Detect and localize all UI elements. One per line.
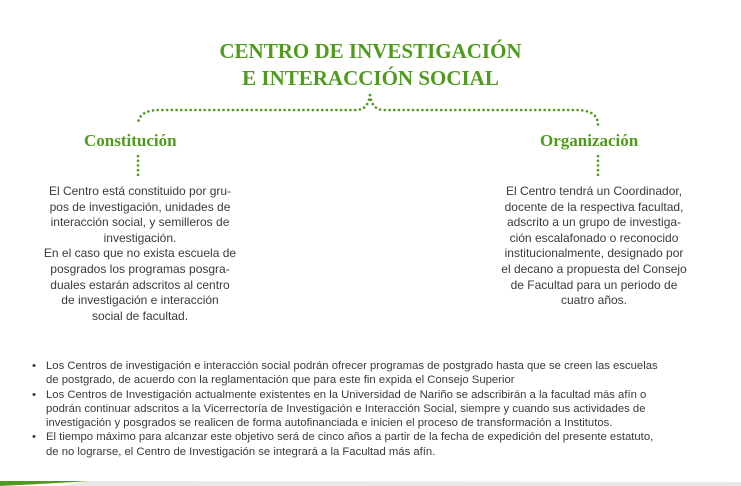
text-line: ción escalafonado o reconocido bbox=[509, 230, 679, 245]
text-line: docente de la respectiva facultad, bbox=[504, 199, 684, 214]
notes-list bbox=[32, 359, 722, 459]
note-line: • Los Centros de Investigación actualmente existentes en la Universidad de Nariño se adscribirán a la facultad más afín o bbox=[46, 388, 647, 401]
note-line: • El tiempo máximo para alcanzar este objetivo será de cinco años a partir de la fecha de expedición del presente estatuto, bbox=[46, 431, 654, 444]
text-line: duales estarán adscritos al centro bbox=[50, 277, 230, 292]
organizacion-text bbox=[474, 184, 714, 309]
brace-right-arm bbox=[370, 95, 598, 125]
note-item bbox=[32, 359, 722, 388]
text-line: institucionalmente, designado por bbox=[504, 246, 684, 261]
brace-connector bbox=[0, 0, 741, 190]
constitucion-text bbox=[20, 184, 260, 324]
text-line: El Centro tendrá un Coordinador, bbox=[505, 184, 683, 198]
constitucion-heading: Constitución bbox=[84, 131, 177, 150]
text-line: el decano a propuesta del Consejo bbox=[501, 261, 687, 276]
footer-swoosh bbox=[0, 478, 741, 486]
note-item bbox=[32, 388, 722, 431]
brace-left-arm bbox=[138, 95, 370, 125]
note-line: • Los Centros de investigación e interacción social podrán ofrecer programas de postgrado hasta que se creen las escuelas bbox=[46, 360, 658, 372]
text-line: posgrados los programas posgra- bbox=[50, 261, 230, 276]
text-line: cuatro años. bbox=[560, 293, 628, 308]
text-line: adscrito a un grupo de investiga- bbox=[506, 215, 682, 230]
note-line: podrán continuar adscritos a la Vicerrectoría de Investigación e Interacción Social, siempre y cuando sus actividades de bbox=[46, 402, 646, 415]
note-item bbox=[32, 430, 722, 459]
organizacion-heading: Organización bbox=[540, 131, 639, 150]
text-line: interacción social, y semilleros de bbox=[50, 215, 230, 230]
text-line: pos de investigación, unidades de bbox=[49, 199, 231, 214]
text-line: social de facultad. bbox=[91, 308, 189, 323]
text-line: de Facultad para un periodo de bbox=[510, 277, 678, 292]
title-line-1: CENTRO DE INVESTIGACIÓN bbox=[219, 39, 522, 63]
note-line: investigación y posgrados se realicen de forma autofinanciada e inicien el proceso de transformación a Institutos. bbox=[46, 417, 613, 430]
note-line: de postgrado, de acuerdo con la reglamentación que para este fin expida el Consejo Superior bbox=[46, 374, 515, 387]
text-line: El Centro está constituido por gru- bbox=[48, 184, 232, 198]
title-line-2: E INTERACCIÓN SOCIAL bbox=[242, 66, 499, 90]
text-line: investigación. bbox=[103, 230, 177, 245]
text-line: En el caso que no exista escuela de bbox=[43, 246, 237, 261]
note-line: de no lograrse, el Centro de Investigación se integrará a la Facultad más afín. bbox=[46, 445, 436, 458]
text-line: de investigación e interacción bbox=[61, 293, 219, 308]
